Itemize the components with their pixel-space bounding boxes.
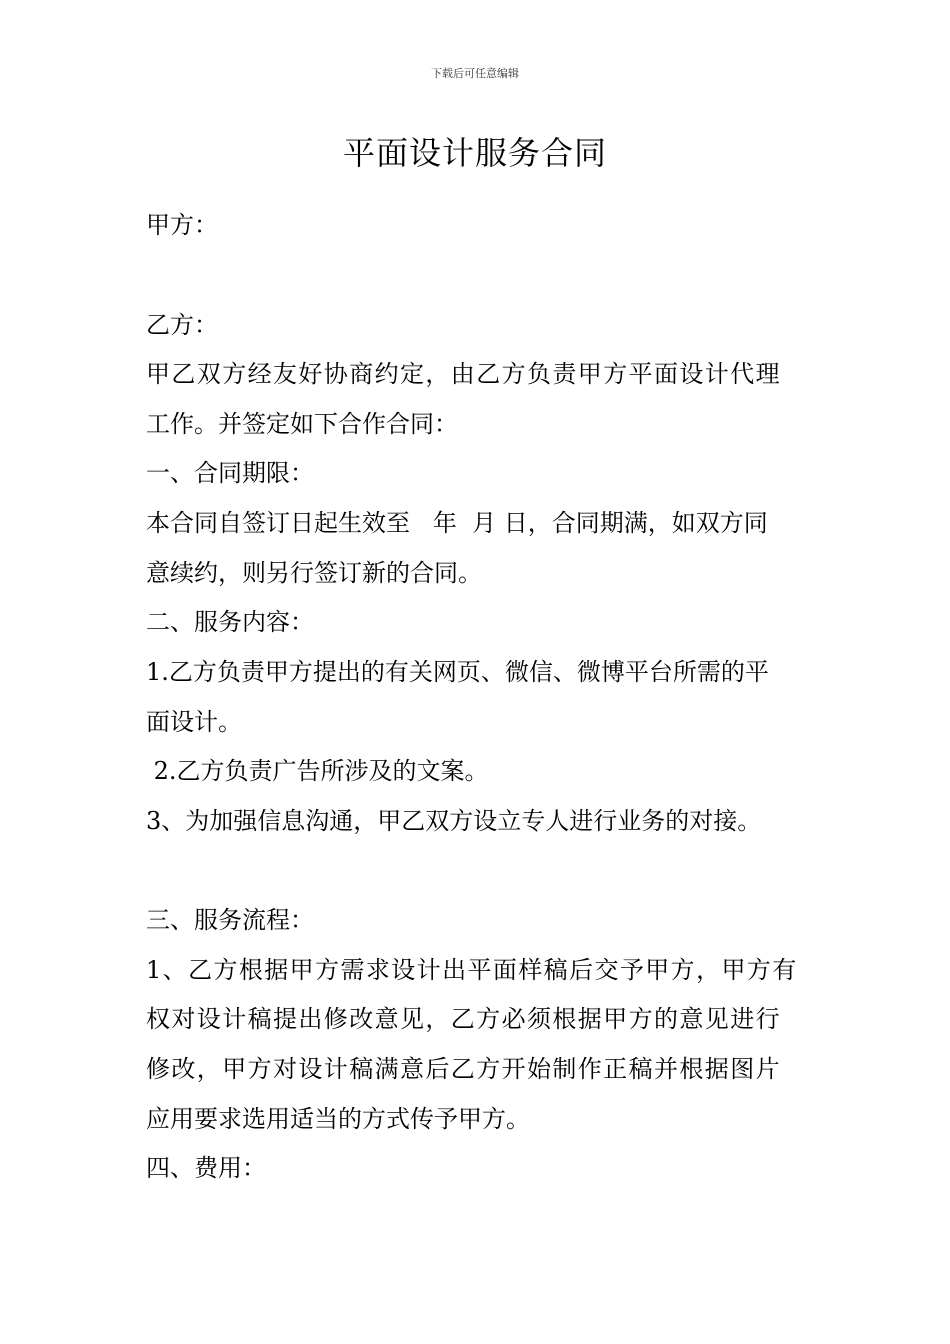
paragraph-line: 应用要求选用适当的方式传予甲方。	[146, 1105, 530, 1133]
document-title: 平面设计服务合同	[342, 134, 607, 172]
party-b-label: 乙方：	[146, 311, 218, 339]
paragraph-line: 权对设计稿提出修改意见，乙方必须根据甲方的意见进行	[146, 1005, 781, 1033]
section-heading: 一、合同期限：	[146, 459, 314, 487]
paragraph-line: 1、乙方根据甲方需求设计出平面样稿后交予甲方，甲方有	[146, 956, 798, 984]
paragraph-line: 甲乙双方经友好协商约定，由乙方负责甲方平面设计代理	[146, 360, 781, 388]
party-a-label: 甲方：	[146, 211, 218, 239]
paragraph-line: 2.乙方负责广告所涉及的文案。	[146, 757, 489, 785]
section-heading: 二、服务内容：	[146, 608, 314, 636]
paragraph-line: 修改，甲方对设计稿满意后乙方开始制作正稿并根据图片	[146, 1055, 781, 1083]
section-heading: 四、费用：	[146, 1154, 266, 1182]
paragraph-line: 面设计。	[146, 708, 242, 736]
paragraph-line: 3、为加强信息沟通，甲乙双方设立专人进行业务的对接。	[146, 807, 762, 835]
page-header: 下载后可任意编辑	[431, 67, 519, 80]
paragraph-line: 本合同自签订日起生效至 年 月 日，合同期满，如双方同	[146, 509, 768, 537]
paragraph-line: 1.乙方负责甲方提出的有关网页、微信、微博平台所需的平	[146, 658, 769, 686]
paragraph-line: 工作。并签定如下合作合同：	[146, 410, 458, 438]
section-heading: 三、服务流程：	[146, 906, 314, 934]
paragraph-line: 意续约，则另行签订新的合同。	[146, 559, 482, 587]
